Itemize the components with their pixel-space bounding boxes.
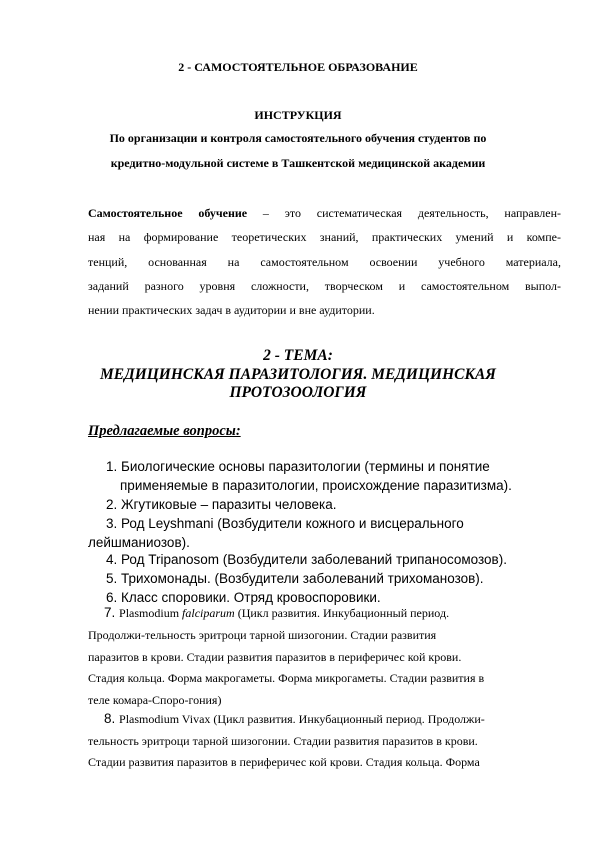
- question-8-line2: тельность эритроци тарной шизогонии. Стадии развития паразитов в крови.: [88, 734, 478, 748]
- topic-number: 2 - ТЕМА:: [263, 347, 333, 364]
- question-8-line1-rest: (Цикл развития. Инкубационный период. Продолжи-: [210, 712, 485, 726]
- topic-title-line1: МЕДИЦИНСКАЯ ПАРАЗИТОЛОГИЯ. МЕДИЦИНСКАЯ: [99, 366, 496, 383]
- definition-line1-rest: – это систематическая деятельность, направлен-: [247, 206, 561, 220]
- definition-line: нении практических задач в аудитории и вне аудитории.: [88, 303, 375, 318]
- definition-term: Самостоятельное обучение: [88, 206, 248, 220]
- question-7-species: falciparum: [182, 606, 235, 620]
- question-7-line4: Стадия кольца. Форма макрогаметы. Форма микрогаметы. Стадии развития в: [88, 671, 485, 685]
- question-5: 5. Трихомонады. (Возбудители заболеваний трихоманозов).: [106, 571, 484, 586]
- question-7-line3: паразитов в крови. Стадии развития паразитов в периферичес кой крови.: [88, 650, 462, 664]
- section-title: 2 - САМОСТОЯТЕЛЬНОЕ ОБРАЗОВАНИЕ: [178, 60, 418, 74]
- question-3-line2: лейшманиозов).: [88, 535, 190, 550]
- question-7-line1-rest: (Цикл развития. Инкубационный период.: [234, 606, 450, 620]
- question-1-line1: 1. Биологические основы паразитологии (термины и понятие: [106, 459, 490, 474]
- definition-paragraph: [88, 201, 561, 322]
- question-8-number: 8.: [104, 711, 120, 726]
- questions-heading: Предлагаемые вопросы:: [88, 423, 241, 439]
- question-8-line1: [104, 709, 485, 731]
- question-7-number: 7.: [104, 605, 120, 620]
- question-3-line1: 3. Род Leyshmani (Возбудители кожного и висцерального: [106, 516, 464, 531]
- question-7-line2: Продолжи-тельность эритроци тарной шизогонии. Стадии развития: [88, 628, 437, 642]
- definition-line: [88, 201, 561, 225]
- definition-line: тенций, основанная на самостоятельном освоении учебного материала,: [88, 254, 561, 269]
- question-8-genus: Plasmodium Vivax: [119, 712, 211, 726]
- question-7-line1: [104, 603, 449, 625]
- instruction-title: ИНСТРУКЦИЯ: [254, 108, 342, 122]
- question-2: 2. Жгутиковые – паразиты человека.: [106, 497, 337, 512]
- question-7-line5: теле комара-Споро-гония): [88, 693, 222, 707]
- topic-title-line2: ПРОТОЗООЛОГИЯ: [229, 384, 367, 401]
- instruction-subtitle-line1: По организации и контроля самостоятельного обучения студентов по: [109, 131, 487, 145]
- question-1-line2: применяемые в паразитологии, происхождение паразитизма).: [120, 478, 512, 493]
- definition-line: заданий разного уровня сложности, творческом и самостоятельном выпол-: [88, 278, 561, 293]
- question-6: 6. Класс споровики. Отряд кровоспоровики.: [106, 590, 381, 605]
- definition-line: ная на формирование теоретических знаний, практических умений и компе-: [88, 230, 561, 245]
- instruction-subtitle-line2: кредитно-модульной системе в Ташкентской медицинской академии: [110, 156, 486, 170]
- question-8-line3: Стадии развития паразитов в периферичес кой крови. Стадия кольца. Форма: [88, 755, 480, 769]
- question-7-genus: Plasmodium: [119, 606, 183, 620]
- question-4: 4. Род Tripanosom (Возбудители заболеваний трипаносомозов).: [106, 552, 507, 567]
